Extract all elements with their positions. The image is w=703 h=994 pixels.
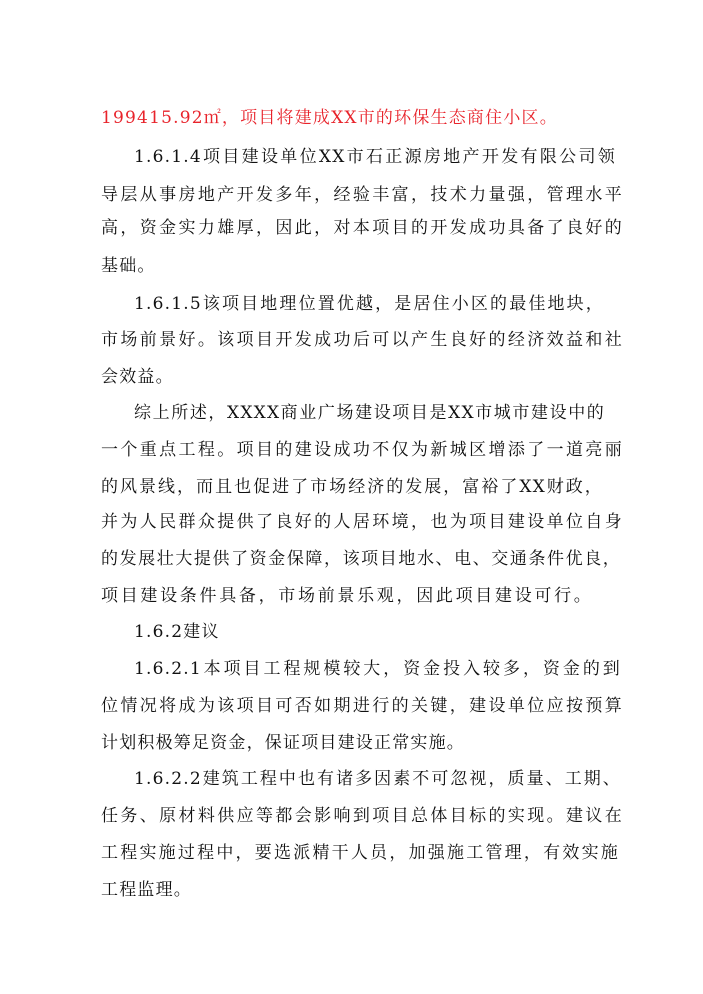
text-line: 基础。 (101, 256, 156, 276)
text-line: 1.6.2.1本项目工程规模较大，资金投入较多，资金的到 (134, 659, 621, 679)
text-line-area-summary: 199415.92㎡，项目将建成XX市的环保生态商住小区。 (101, 108, 558, 128)
text-line: 高，资金实力雄厚，因此，对本项目的开发成功具备了良好的 (101, 218, 623, 238)
text-line: 工程监理。 (101, 880, 192, 900)
text-line: 1.6.1.5该项目地理位置优越，是居住小区的最佳地块， (134, 294, 604, 314)
text-line: 位情况将成为该项目可否如期进行的关键，建设单位应按预算 (101, 696, 623, 716)
text-line: 综上所述，XXXX商业广场建设项目是XX市城市建设中的 (134, 403, 605, 423)
text-line: 计划积极筹足资金，保证项目建设正常实施。 (101, 733, 465, 753)
text-line: 导层从事房地产开发多年，经验丰富，技术力量强，管理水平 (101, 185, 623, 205)
text-line: 任务、原材料供应等都会影响到项目总体目标的实现。建议在 (101, 806, 623, 826)
text-line: 1.6.2.2建筑工程中也有诸多因素不可忽视，质量、工期、 (134, 769, 621, 789)
text-line: 的发展壮大提供了资金保障，该项目地水、电、交通条件优良， (101, 549, 621, 569)
text-line: 并为人民群众提供了良好的人居环境，也为项目建设单位自身 (101, 512, 623, 532)
text-line: 会效益。 (101, 367, 174, 387)
text-line: 1.6.1.4项目建设单位XX市石正源房地产开发有限公司领 (134, 147, 616, 167)
text-line: 项目建设条件具备，市场前景乐观，因此项目建设可行。 (101, 586, 592, 606)
text-line: 工程实施过程中，要选派精干人员，加强施工管理，有效实施 (101, 843, 619, 863)
text-line: 市场前景好。该项目开发成功后可以产生良好的经济效益和社 (101, 330, 623, 350)
section-heading: 1.6.2建议 (134, 622, 220, 642)
text-line: 一个重点工程。项目的建设成功不仅为新城区增添了一道亮丽 (101, 440, 623, 460)
text-line: 的风景线，而且也促进了市场经济的发展，富裕了XX财政， (101, 477, 603, 497)
